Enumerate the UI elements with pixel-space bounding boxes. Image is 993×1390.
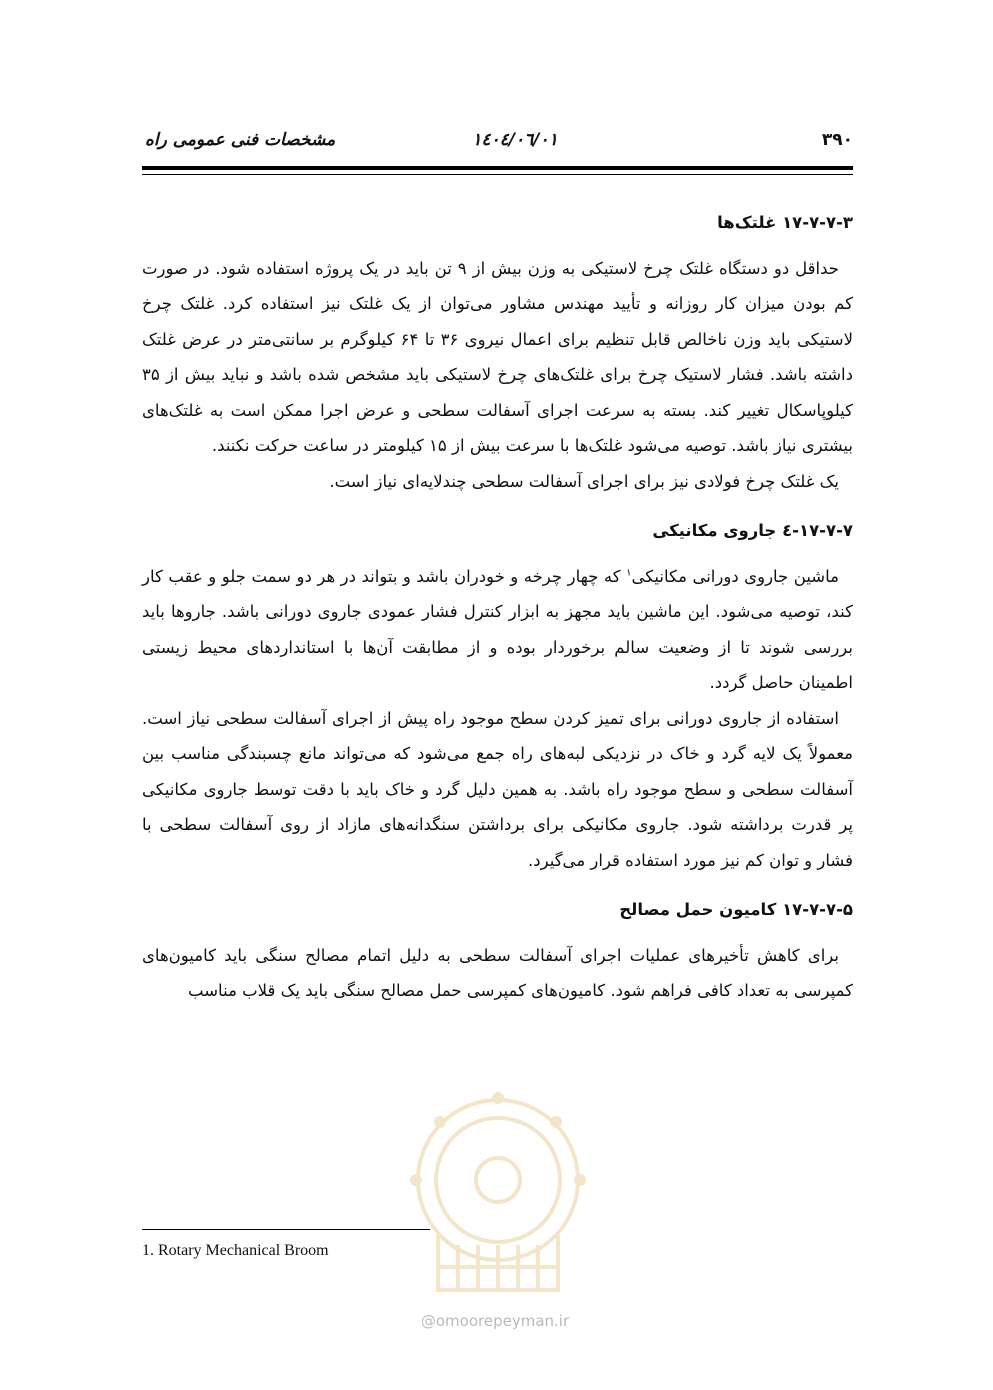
header-date: ۱٤۰٤/۰٦/۰۱ — [472, 130, 558, 150]
paragraph-broom-1 — [142, 559, 853, 701]
footnote-rule — [142, 1229, 430, 1230]
section-heading-broom: ۱۷-۷-۷-٤ جاروی مکانیکی — [652, 521, 853, 540]
header-rule-thin — [142, 174, 853, 175]
paragraph-trucks-1: برای کاهش تأخیرهای عملیات اجرای آسفالت سطحی به دلیل اتمام مصالح سنگی باید کامیون‌های کمپرسی به تعداد کافی فراهم شود. کامیون‌های کمپرسی حمل مصالح سنگی باید یک قلاب مناسب — [142, 945, 853, 1000]
footnote-marker: ۱ — [626, 567, 632, 578]
watermark-url: @omoorepeyman.ir — [420, 1312, 570, 1330]
section-heading-trucks: ۱۷-۷-۷-۵ کامیون حمل مصالح — [619, 900, 853, 919]
book-title: مشخصات فنی عمومی راه — [145, 130, 336, 150]
paragraph-broom-2: استفاده از جاروی دورانی برای تمیز کردن سطح موجود راه پیش از اجرای آسفالت سطحی نیاز است. معمولاً یک لایه گرد و خاک در نزدیکی لبه‌های راه جمع می‌شود که می‌تواند مانع چسبندگی مناسب بین آسفالت سطحی و سطح موجود راه باشد. به همین دلیل گرد و خاک باید با دقت توسط جاروی مکانیکی پر قدرت برداشته شود. جاروی مکانیکی برای برداشتن سنگدانه‌های مازاد از روی آسفالت سطحی با فشار و توان کم نیز مورد استفاده قرار می‌گیرد. — [142, 708, 853, 870]
paragraph-rollers-2: یک غلتک چرخ فولادی نیز برای اجرای آسفالت سطحی چندلایه‌ای نیاز است. — [329, 471, 839, 491]
section-heading-rollers: ۱۷-۷-۷-۳ غلتک‌ها — [717, 213, 853, 232]
footnote-text: 1. Rotary Mechanical Broom — [142, 1242, 329, 1259]
broom-text-start: ماشین جاروی دورانی مکانیکی — [631, 566, 839, 586]
header-rule-thick — [142, 166, 853, 170]
broom-text-rest: که چهار چرخه و خودران باشد و بتواند در هر دو سمت جلو و عقب کار کند، توصیه می‌شود. این ماشین باید مجهز به ابزار کنترل فشار عمودی جاروی دورانی باشد. جاروها باید بررسی شوند تا از وضعیت سالم برخوردار بوده و از مطابقت آن‌ها با استانداردهای محیط زیستی اطمینان حاصل گردد. — [142, 566, 853, 692]
watermark-logo-icon — [398, 1085, 598, 1335]
page-body — [142, 205, 853, 1009]
paragraph-rollers-1: حداقل دو دستگاه غلتک چرخ لاستیکی به وزن بیش از ۹ تن باید در یک پروژه استفاده شود. در صورت کم بودن میزان کار روزانه و تأیید مهندس مشاور می‌توان از یک غلتک نیز استفاده کرد. غلتک چرخ لاستیکی باید وزن ناخالص قابل تنظیم برای اعمال نیروی ۳۶ تا ۶۴ کیلوگرم بر سانتی‌متر در عرض غلتک داشته باشد. فشار لاستیک چرخ برای غلتک‌های چرخ لاستیکی باید مشخص شده باشد و نباید بیش از ۳۵ کیلوپاسکال تغییر کند. بسته به سرعت اجرای آسفالت سطحی و عرض اجرا ممکن است به غلتک‌های بیشتری نیاز باشد. توصیه می‌شود غلتک‌ها با سرعت بیش از ۱۵ کیلومتر در ساعت حرکت نکنند. — [142, 258, 853, 455]
page-number: ۳۹۰ — [821, 130, 853, 150]
